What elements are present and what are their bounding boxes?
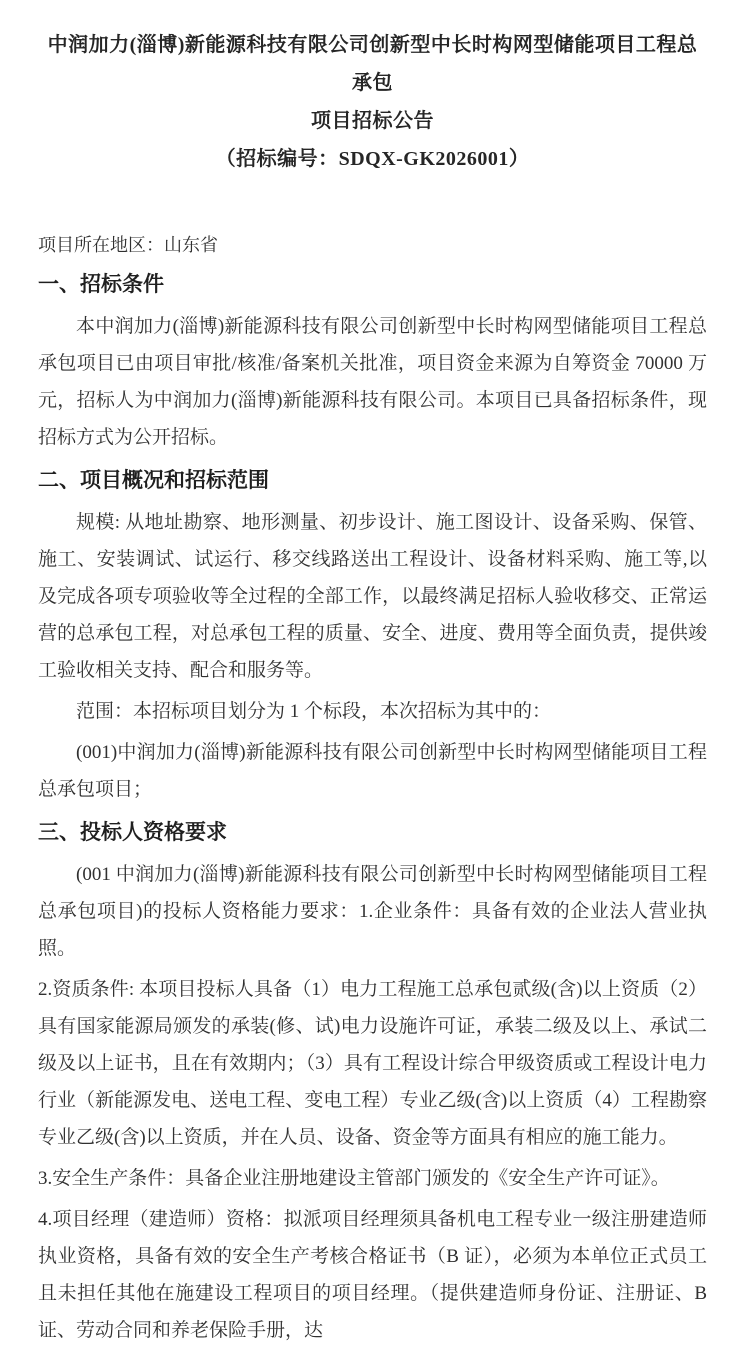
- document-title-line-2: 项目招标公告: [311, 110, 434, 132]
- paragraph-project-scope: 范围：本招标项目划分为 1 个标段，本次招标为其中的：: [76, 701, 552, 722]
- document-title-line-1: 中润加力(淄博)新能源科技有限公司创新型中长时构网型储能项目工程总承包: [47, 34, 698, 94]
- document-title: [38, 26, 707, 178]
- paragraph-qualification-project-manager: 4.项目经理（建造师）资格：拟派项目经理须具备机电工程专业一级注册建造师执业资格，具备有效的安全生产考核合格证书（B 证），必须为本单位正式员工且未担任其他在施建设工程项目的项目经理。（提供建造师身份证、注册证、B 证、劳动合同和养老保险手册，达: [38, 1209, 707, 1341]
- paragraph-qualification-safety: 3.安全生产条件：具备企业注册地建设主管部门颁发的《安全生产许可证》。: [38, 1168, 670, 1189]
- paragraph-qualification-enterprise: (001 中润加力(淄博)新能源科技有限公司创新型中长时构网型储能项目工程总承包项目)的投标人资格能力要求：1.企业条件：具备有效的企业法人营业执照。: [38, 864, 707, 959]
- project-location: 项目所在地区：山东省: [38, 235, 218, 255]
- section-heading-project-overview: 二、项目概况和招标范围: [38, 469, 269, 492]
- section-heading-tender-conditions: 一、招标条件: [38, 273, 164, 296]
- paragraph-project-scale: 规模: 从地址勘察、地形测量、初步设计、施工图设计、设备采购、保管、施工、安装调试、试运行、移交线路送出工程设计、设备材料采购、施工等,以及完成各项专项验收等全过程的全部工作，以最终满足招标人验收移交、正常运营的总承包工程，对总承包工程的质量、安全、进度、费用等全面负责，提供竣工验收相关支持、配合和服务等。: [38, 512, 707, 681]
- section-heading-bidder-qualifications: 三、投标人资格要求: [38, 821, 227, 844]
- paragraph-bid-section-001: (001)中润加力(淄博)新能源科技有限公司创新型中长时构网型储能项目工程总承包项目；: [38, 742, 707, 800]
- paragraph-qualification-credentials: 2.资质条件: 本项目投标人具备（1）电力工程施工总承包贰级(含)以上资质（2）具有国家能源局颁发的承装(修、试)电力设施许可证，承装二级及以上、承试二级及以上证书，且在有效期内；（3）具有工程设计综合甲级资质或工程设计电力行业（新能源发电、送电工程、变电工程）专业乙级(含)以上资质（4）工程勘察专业乙级(含)以上资质，并在人员、设备、资金等方面具有相应的施工能力。: [38, 979, 707, 1148]
- tender-number: （招标编号：SDQX-GK2026001）: [215, 148, 530, 170]
- paragraph-tender-conditions: 本中润加力(淄博)新能源科技有限公司创新型中长时构网型储能项目工程总承包项目已由项目审批/核准/备案机关批准，项目资金来源为自筹资金 70000 万元，招标人为中润加力(淄博)新能源科技有限公司。本项目已具备招标条件，现招标方式为公开招标。: [38, 316, 707, 448]
